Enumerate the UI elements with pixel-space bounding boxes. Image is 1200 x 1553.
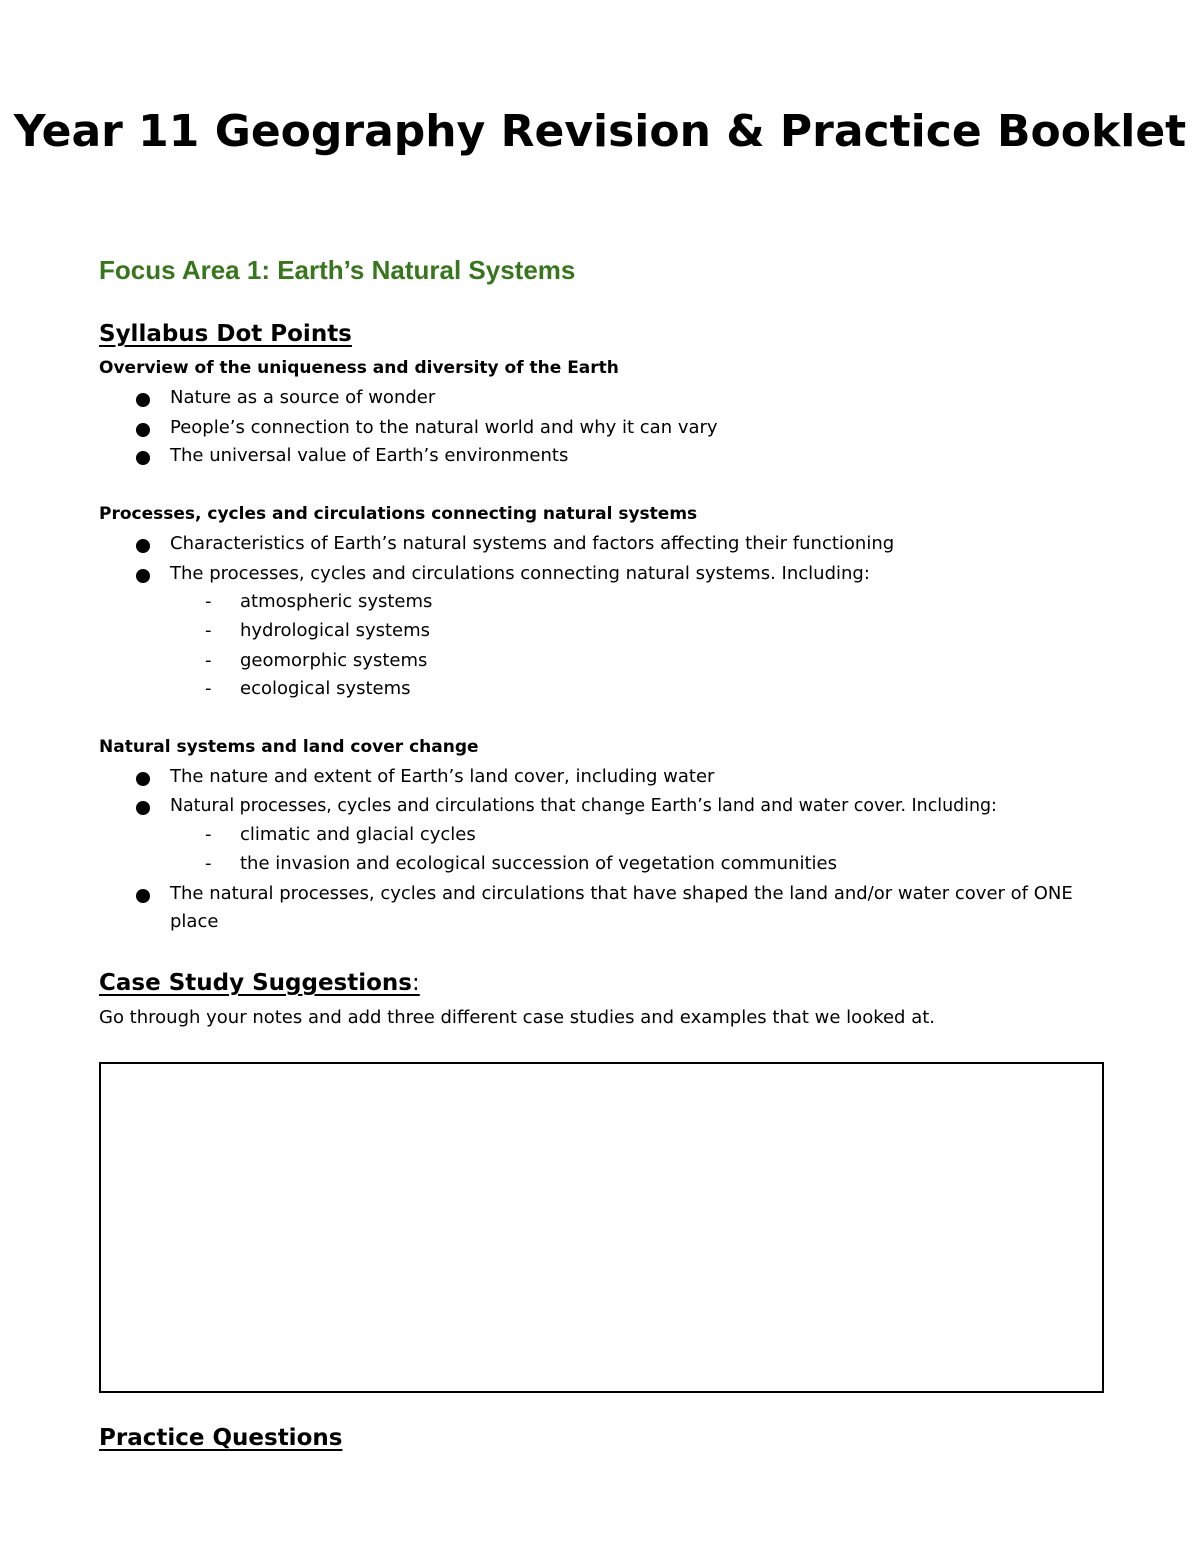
bullet-text: The natural processes, cycles and circulations that have shaped the land and/or water cover of ONE place xyxy=(170,883,1073,932)
dash-icon: - xyxy=(205,853,212,874)
bullet-icon xyxy=(136,423,150,437)
bullet-text: The processes, cycles and circulations connecting natural systems. Including: xyxy=(170,563,870,584)
sub-item-text: climatic and glacial cycles xyxy=(240,824,476,845)
bullet-icon xyxy=(136,772,150,786)
case-study-heading-text: Case Study Suggestions xyxy=(99,970,412,996)
section-heading-processes: Processes, cycles and circulations connecting natural systems xyxy=(99,504,698,524)
case-study-heading xyxy=(99,967,420,999)
dash-icon: - xyxy=(205,620,212,641)
sub-item-text: geomorphic systems xyxy=(240,650,428,671)
sub-item-text: hydrological systems xyxy=(240,620,431,641)
sub-item-text: the invasion and ecological succession of vegetation communities xyxy=(240,853,837,874)
bullet-icon xyxy=(136,393,150,407)
case-study-answer-box[interactable] xyxy=(99,1062,1104,1393)
page-title: Year 11 Geography Revision & Practice Booklet xyxy=(13,106,1187,157)
bullet-icon xyxy=(136,889,150,903)
bullet-text: The nature and extent of Earth’s land cover, including water xyxy=(170,766,715,787)
bullet-icon xyxy=(136,569,150,583)
dash-icon: - xyxy=(205,824,212,845)
bullet-icon xyxy=(136,539,150,553)
section-heading-overview: Overview of the uniqueness and diversity of the Earth xyxy=(99,358,619,378)
bullet-icon xyxy=(136,451,150,465)
sub-item-text: atmospheric systems xyxy=(240,591,433,612)
dash-icon: - xyxy=(205,678,212,699)
sub-item-text: ecological systems xyxy=(240,678,411,699)
practice-questions-heading: Practice Questions xyxy=(99,1425,343,1451)
bullet-text: Natural processes, cycles and circulations that change Earth’s land and water cover. Including: xyxy=(170,796,997,816)
dash-icon: - xyxy=(205,591,212,612)
bullet-icon xyxy=(136,801,150,815)
case-study-instruction: Go through your notes and add three different case studies and examples that we looked at. xyxy=(99,1007,936,1028)
bullet-text: People’s connection to the natural world and why it can vary xyxy=(170,417,718,438)
dash-icon: - xyxy=(205,650,212,671)
syllabus-heading: Syllabus Dot Points xyxy=(99,321,352,347)
bullet-text: The universal value of Earth’s environments xyxy=(170,445,569,466)
bullet-text: Characteristics of Earth’s natural systems and factors affecting their functioning xyxy=(170,533,895,554)
section-heading-land-cover: Natural systems and land cover change xyxy=(99,737,479,757)
case-study-heading-colon: : xyxy=(412,970,420,996)
focus-area-heading: Focus Area 1: Earth’s Natural Systems xyxy=(99,255,576,285)
bullet-text: Nature as a source of wonder xyxy=(170,387,436,408)
